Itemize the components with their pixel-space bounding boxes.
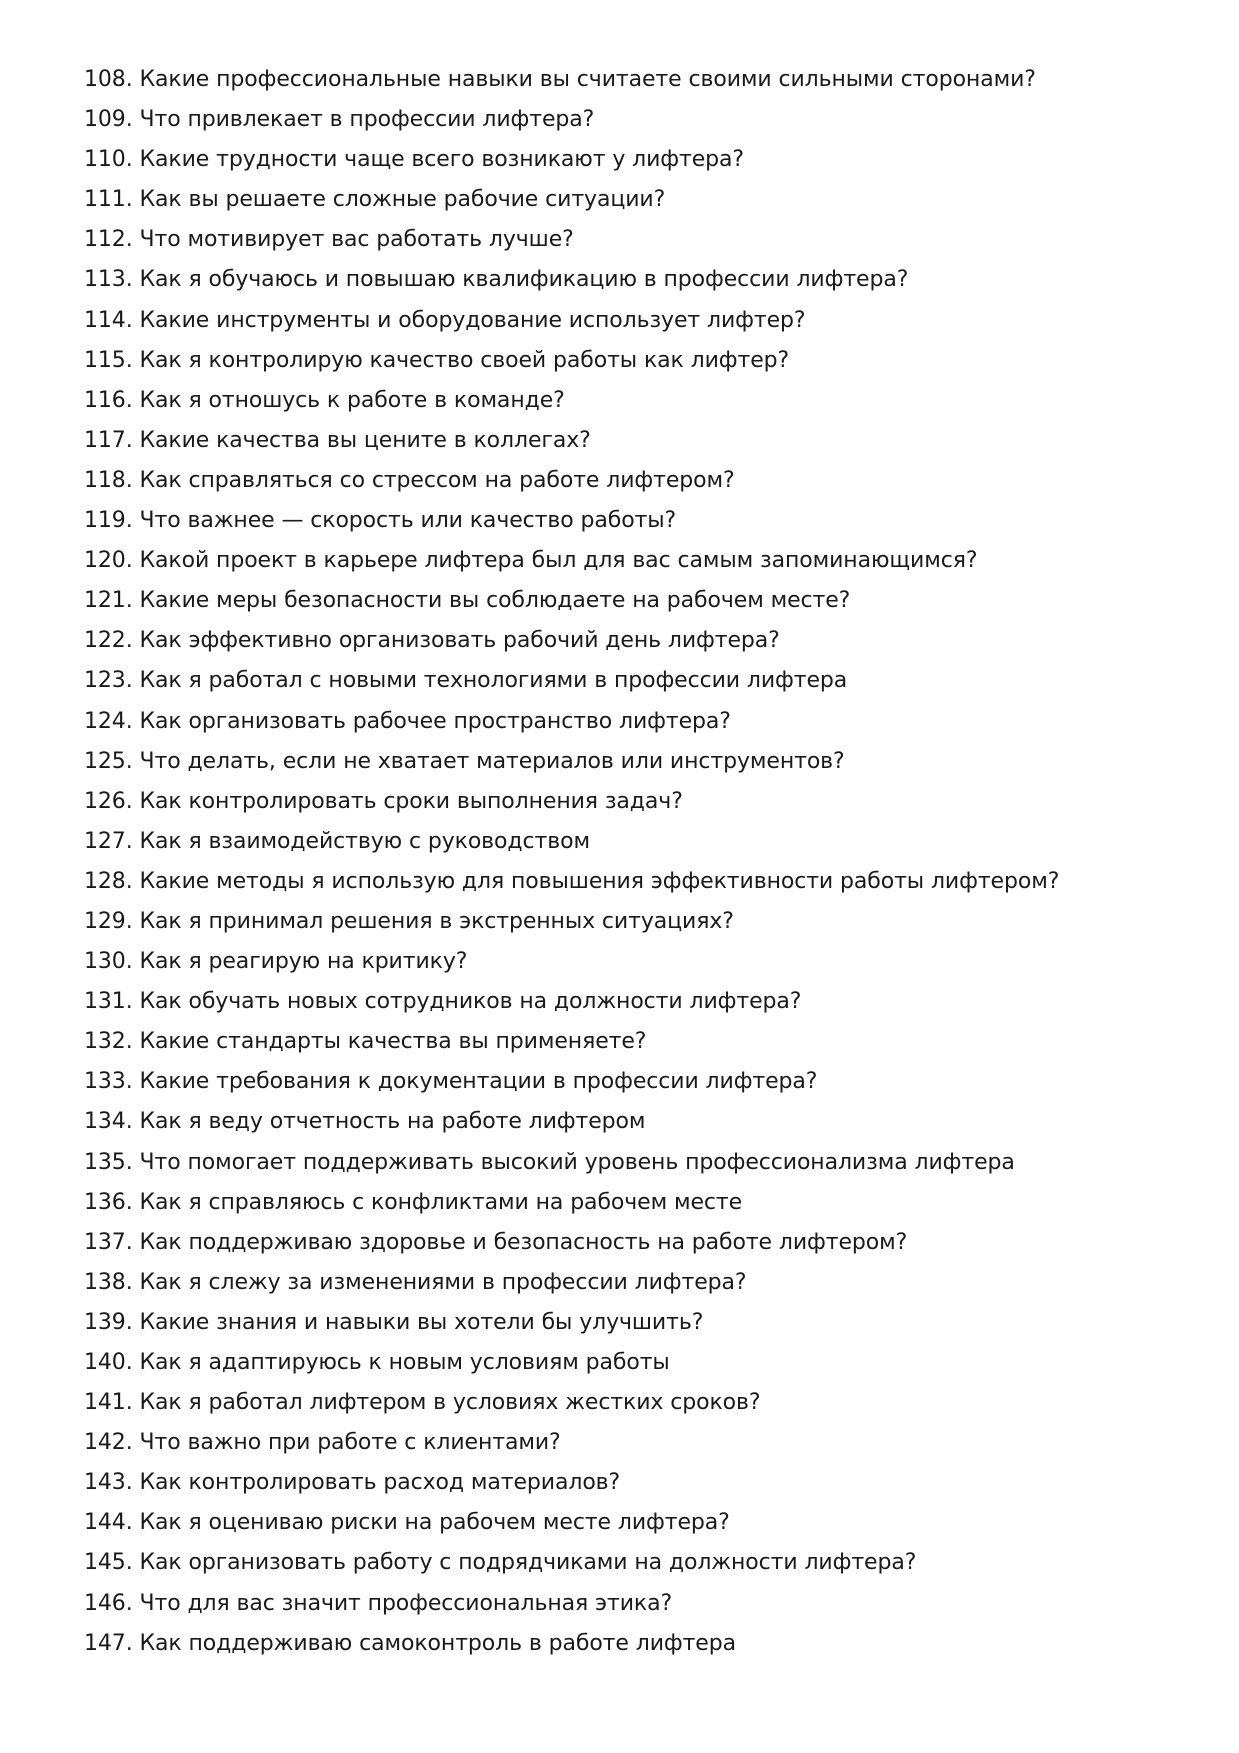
question-number: 141. <box>84 1390 133 1416</box>
question-number: 128. <box>84 868 133 894</box>
question-text: Как я веду отчетность на работе лифтером <box>139 1109 646 1135</box>
question-text: Как поддерживаю самоконтроль в работе лифтера <box>139 1630 736 1656</box>
question-item <box>84 140 1184 180</box>
question-number: 126. <box>84 788 133 814</box>
question-number: 125. <box>84 748 133 774</box>
question-item <box>84 822 1184 862</box>
question-text: Какие знания и навыки вы хотели бы улучшить? <box>139 1309 704 1335</box>
question-item <box>84 1022 1184 1062</box>
question-item <box>84 1263 1184 1303</box>
question-number: 117. <box>84 427 133 453</box>
question-text: Какие методы я использую для повышения эффективности работы лифтером? <box>139 868 1060 894</box>
question-text: Что важнее — скорость или качество работы? <box>139 508 677 534</box>
question-number: 122. <box>84 628 133 654</box>
question-item <box>84 1584 1184 1624</box>
question-number: 110. <box>84 147 133 173</box>
question-number: 108. <box>84 67 133 92</box>
question-text: Как поддерживаю здоровье и безопасность на работе лифтером? <box>139 1229 908 1255</box>
question-text: Какие меры безопасности вы соблюдаете на рабочем месте? <box>139 588 851 614</box>
question-text: Как я справляюсь с конфликтами на рабочем месте <box>139 1189 743 1215</box>
question-text: Как я принимал решения в экстренных ситуациях? <box>139 908 734 934</box>
question-text: Какие трудности чаще всего возникают у лифтера? <box>139 147 744 173</box>
question-number: 123. <box>84 668 133 694</box>
question-item <box>84 902 1184 942</box>
question-item <box>84 60 1184 100</box>
question-item <box>84 1223 1184 1263</box>
question-item <box>84 1183 1184 1223</box>
question-text: Как контролировать сроки выполнения задач? <box>139 788 683 814</box>
question-text: Как обучать новых сотрудников на должности лифтера? <box>139 989 802 1015</box>
question-number: 115. <box>84 347 133 373</box>
question-number: 142. <box>84 1430 133 1456</box>
question-number: 112. <box>84 227 133 253</box>
question-number: 143. <box>84 1470 133 1496</box>
question-item <box>84 220 1184 260</box>
question-number: 147. <box>84 1630 133 1656</box>
question-text: Какой проект в карьере лифтера был для вас самым запоминающимся? <box>139 548 978 574</box>
question-number: 121. <box>84 588 133 614</box>
question-text: Как организовать работу с подрядчиками на должности лифтера? <box>139 1550 917 1576</box>
question-item <box>84 1543 1184 1583</box>
question-item <box>84 1383 1184 1423</box>
question-item <box>84 541 1184 581</box>
question-number: 119. <box>84 508 133 534</box>
question-text: Как эффективно организовать рабочий день лифтера? <box>139 628 780 654</box>
question-item <box>84 461 1184 501</box>
question-number: 130. <box>84 949 133 975</box>
question-text: Что помогает поддерживать высокий уровень профессионализма лифтера <box>139 1149 1015 1175</box>
question-item <box>84 1624 1184 1664</box>
question-text: Как я обучаюсь и повышаю квалификацию в профессии лифтера? <box>139 267 909 293</box>
question-item <box>84 180 1184 220</box>
question-number: 134. <box>84 1109 133 1135</box>
question-number: 132. <box>84 1029 133 1055</box>
question-text: Какие стандарты качества вы применяете? <box>139 1029 647 1055</box>
question-number: 124. <box>84 708 133 734</box>
question-item <box>84 1303 1184 1343</box>
question-item <box>84 1343 1184 1383</box>
question-number: 138. <box>84 1269 133 1295</box>
question-number: 118. <box>84 467 133 493</box>
question-number: 116. <box>84 387 133 413</box>
question-number: 140. <box>84 1350 133 1375</box>
question-text: Что для вас значит профессиональная этика? <box>139 1590 673 1616</box>
question-number: 129. <box>84 908 133 934</box>
question-number: 114. <box>84 307 133 333</box>
question-text: Как я работал с новыми технологиями в профессии лифтера <box>139 668 848 694</box>
question-item <box>84 100 1184 140</box>
question-text: Как организовать рабочее пространство лифтера? <box>139 708 731 734</box>
question-text: Как я работал лифтером в условиях жестких сроков? <box>139 1390 761 1416</box>
question-item <box>84 982 1184 1022</box>
question-text: Какие профессиональные навыки вы считаете своими сильными сторонами? <box>139 67 1036 92</box>
question-text: Как справляться со стрессом на работе лифтером? <box>139 467 735 493</box>
question-text: Какие инструменты и оборудование использует лифтер? <box>139 307 806 333</box>
question-text: Что мотивирует вас работать лучше? <box>139 227 574 253</box>
question-item <box>84 341 1184 381</box>
question-number: 137. <box>84 1229 133 1255</box>
question-text: Как я оцениваю риски на рабочем месте лифтера? <box>139 1510 730 1536</box>
question-item <box>84 1143 1184 1183</box>
question-text: Какие требования к документации в профессии лифтера? <box>139 1069 818 1095</box>
question-text: Как я взаимодействую с руководством <box>139 828 590 854</box>
question-item <box>84 862 1184 902</box>
question-item <box>84 381 1184 421</box>
question-text: Как вы решаете сложные рабочие ситуации? <box>139 187 666 213</box>
question-number: 146. <box>84 1590 133 1616</box>
question-text: Как я адаптируюсь к новым условиям работы <box>139 1350 670 1375</box>
question-item <box>84 301 1184 341</box>
question-item <box>84 421 1184 461</box>
question-item <box>84 702 1184 742</box>
question-number: 145. <box>84 1550 133 1576</box>
question-item <box>84 661 1184 701</box>
question-number: 139. <box>84 1309 133 1335</box>
question-number: 135. <box>84 1149 133 1175</box>
question-text: Как я реагирую на критику? <box>139 949 468 975</box>
question-item <box>84 1423 1184 1463</box>
question-item <box>84 581 1184 621</box>
question-text: Как я отношусь к работе в команде? <box>139 387 565 413</box>
question-item <box>84 1503 1184 1543</box>
question-text: Как я контролирую качество своей работы как лифтер? <box>139 347 790 373</box>
question-text: Как контролировать расход материалов? <box>139 1470 621 1496</box>
question-item <box>84 621 1184 661</box>
question-number: 133. <box>84 1069 133 1095</box>
question-number: 144. <box>84 1510 133 1536</box>
question-text: Что привлекает в профессии лифтера? <box>139 107 595 133</box>
question-number: 136. <box>84 1189 133 1215</box>
question-text: Что важно при работе с клиентами? <box>139 1430 561 1456</box>
question-item <box>84 742 1184 782</box>
question-number: 113. <box>84 267 133 293</box>
question-text: Как я слежу за изменениями в профессии лифтера? <box>139 1269 747 1295</box>
question-number: 109. <box>84 107 133 133</box>
question-item <box>84 1102 1184 1142</box>
question-item <box>84 501 1184 541</box>
question-item <box>84 942 1184 982</box>
question-text: Какие качества вы цените в коллегах? <box>139 427 591 453</box>
question-text: Что делать, если не хватает материалов или инструментов? <box>139 748 845 774</box>
question-item <box>84 260 1184 300</box>
question-list <box>84 60 1184 1664</box>
question-number: 120. <box>84 548 133 574</box>
question-number: 127. <box>84 828 133 854</box>
question-item <box>84 782 1184 822</box>
question-item <box>84 1062 1184 1102</box>
question-item <box>84 1463 1184 1503</box>
question-number: 111. <box>84 187 133 213</box>
question-number: 131. <box>84 989 133 1015</box>
